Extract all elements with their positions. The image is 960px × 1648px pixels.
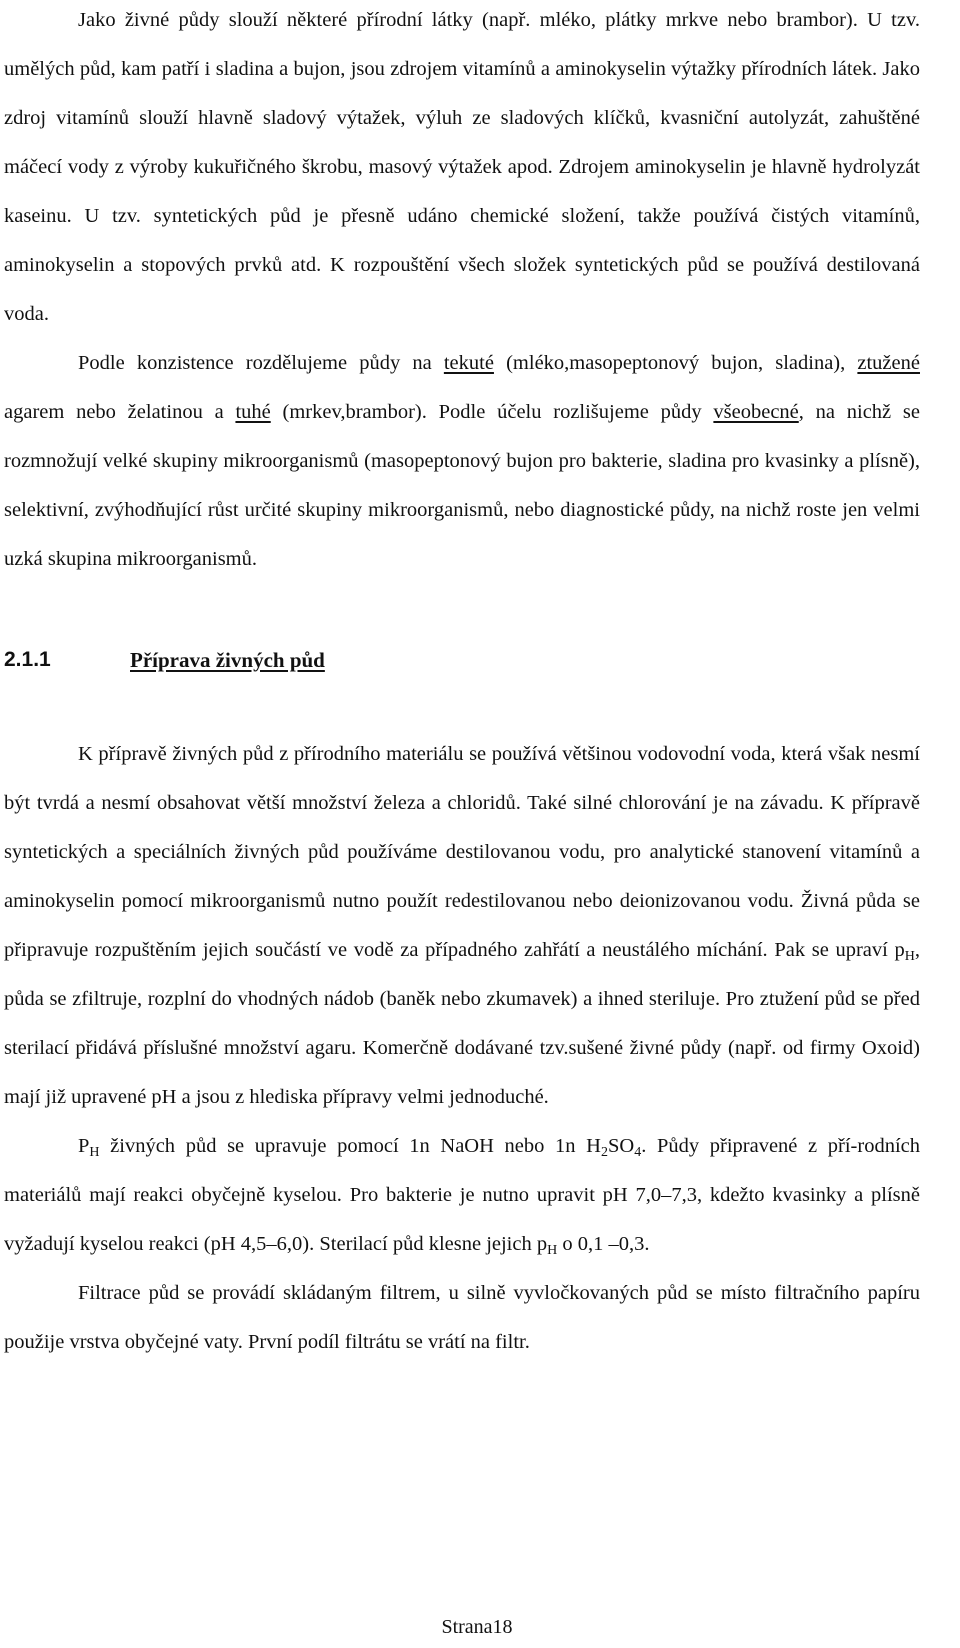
section-number: 2.1.1 bbox=[4, 648, 51, 671]
section-title: Příprava živných půd bbox=[130, 647, 325, 672]
paragraph-preparation bbox=[4, 730, 920, 1122]
paragraph-text: P bbox=[78, 1135, 90, 1157]
paragraph-text: agarem nebo želatinou a bbox=[4, 401, 236, 423]
page-number: Strana18 bbox=[441, 1616, 513, 1638]
paragraph-text: . Půdy připravené z pří-rodních materiálů mají reakci obyčejně kyselou. Pro bakterie je nutno upravit pH 7,0–7,3, kdežto kvasinky a plísně vyžadují kyselou reakci (pH 4,5–6,0). Sterilací půd klesne jejich p bbox=[4, 1135, 920, 1255]
paragraph-consistency bbox=[4, 339, 920, 584]
paragraph-text: Podle konzistence rozdělujeme půdy na bbox=[78, 352, 444, 374]
paragraph-text: o 0,1 –0,3. bbox=[557, 1233, 650, 1255]
term-ztuzene: ztužené bbox=[857, 352, 920, 374]
subscript: 2 bbox=[600, 1145, 608, 1160]
paragraph-text: (mléko,masopeptonový bujon, sladina), bbox=[493, 352, 858, 374]
paragraph-text: živných půd se upravuje pomocí 1n NaOH nebo 1n H bbox=[99, 1135, 601, 1157]
paragraph-text: (mrkev,brambor). Podle účelu rozlišujeme půdy bbox=[270, 401, 714, 423]
paragraph-ph bbox=[4, 1122, 920, 1269]
term-tuhe: tuhé bbox=[235, 401, 271, 423]
subscript: H bbox=[89, 1145, 100, 1160]
paragraph-text: , půda se zfiltruje, rozplní do vhodných nádob (baněk nebo zkumavek) a ihned steriluje. Pro ztužení půd se před sterilací přidává příslušné množství agaru. Komerčně dodávané tzv.sušené živné půdy (např. od firmy Oxoid) mají již upravené pH a jsou z hlediska přípravy velmi jednoduché. bbox=[4, 939, 920, 1108]
subscript: H bbox=[904, 949, 915, 964]
term-vseobecne: všeobecné bbox=[713, 401, 799, 423]
subscript: H bbox=[547, 1243, 558, 1258]
term-tekute: tekuté bbox=[443, 352, 494, 374]
paragraph-text: SO bbox=[607, 1135, 635, 1157]
paragraph-text: , na nichž se rozmnožují velké skupiny mikroorganismů (masopeptonový bujon pro bakterie, sladina pro kvasinky a plísně), selektivní, zvýhodňující růst určité skupiny mikroorganismů, nebo diagnostické půdy, na nichž roste jen velmi uzká skupina mikroorganismů. bbox=[4, 401, 920, 570]
section-heading bbox=[4, 630, 920, 690]
paragraph-text: Filtrace půd se provádí skládaným filtrem, u silně vyvločkovaných půd se místo filtračního papíru použije vrstva obyčejné vaty. První podíl filtrátu se vrátí na filtr. bbox=[4, 1282, 920, 1353]
subscript: 4 bbox=[634, 1145, 642, 1160]
paragraph-filtration bbox=[4, 1269, 920, 1367]
paragraph-text: Jako živné půdy slouží některé přírodní látky (např. mléko, plátky mrkve nebo brambor). U tzv. umělých půd, kam patří i sladina a bujon, jsou zdrojem vitamínů a aminokyselin výtažky přírodních látek. Jako zdroj vitamínů slouží hlavně sladový výtažek, výluh ze sladových klíčků, kvasniční autolyzát, zahuštěné máčecí vody z výroby kukuřičného škrobu, masový výtažek apod. Zdrojem aminokyselin je hlavně hydrolyzát kaseinu. U tzv. syntetických půd je přesně udáno chemické složení, takže používá čistých vitamínů, aminokyselin a stopových prvků atd. K rozpouštění všech složek syntetických půd se používá destilovaná voda. bbox=[4, 9, 920, 325]
paragraph-text: K přípravě živných půd z přírodního materiálu se používá většinou vodovodní voda, která však nesmí být tvrdá a nesmí obsahovat větší množství železa a chloridů. Také silné chlorování je na závadu. K přípravě syntetických a speciálních živných půd používáme destilovanou vodu, pro analytické stanovení vitamínů a aminokyselin pomocí mikroorganismů nutno použít redestilovanou nebo deionizovanou vodu. Živná půda se připravuje rozpuštěním jejich součástí ve vodě za případného zahřátí a neustálého míchání. Pak se upraví p bbox=[4, 743, 920, 961]
paragraph-natural-media bbox=[4, 0, 920, 339]
